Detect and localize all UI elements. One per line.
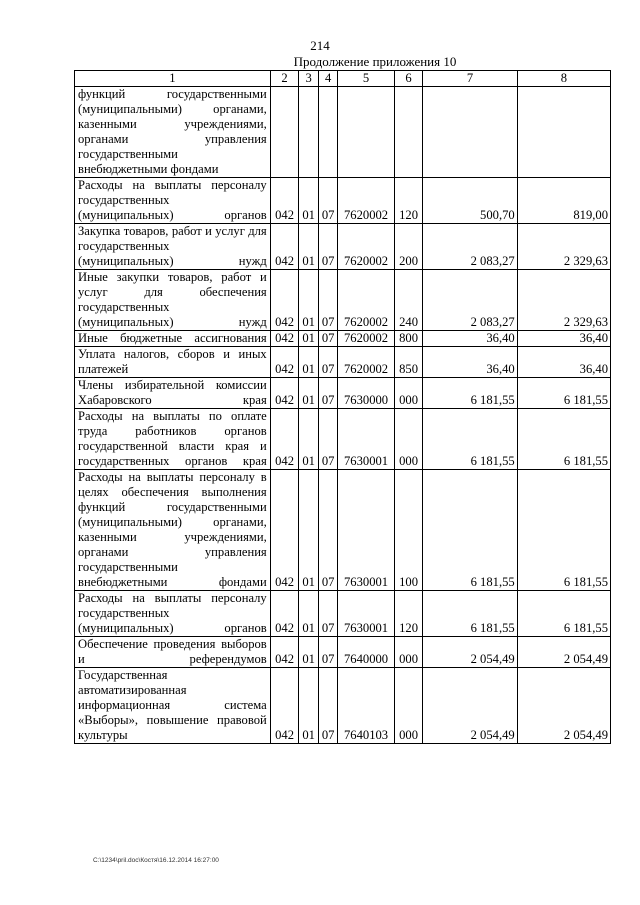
page-number: 214 [310,38,330,53]
section-cell: 01 [299,637,318,668]
expense-type-cell: 000 [394,637,423,668]
section-cell: 01 [299,409,318,470]
target-article-cell: 7620002 [338,224,394,270]
amount-year1-cell: 6 181,55 [423,409,517,470]
target-article-cell [338,87,394,178]
amount-year2-cell: 6 181,55 [517,591,610,637]
expense-type-cell: 200 [394,224,423,270]
section-cell [299,87,318,178]
amount-year2-cell: 6 181,55 [517,470,610,591]
amount-year2-cell: 2 329,63 [517,270,610,331]
table-header-row [75,71,611,87]
subsection-cell: 07 [318,331,337,347]
subsection-cell: 07 [318,378,337,409]
admin-code-cell: 042 [270,591,299,637]
header-cell: 6 [394,71,423,87]
amount-year2-cell [517,87,610,178]
table-row [75,409,611,470]
amount-year2-cell: 6 181,55 [517,409,610,470]
section-cell: 01 [299,347,318,378]
amount-year2-cell: 2 329,63 [517,224,610,270]
section-cell: 01 [299,591,318,637]
admin-code-cell: 042 [270,637,299,668]
target-article-cell: 7640000 [338,637,394,668]
description-cell: Иные закупки товаров, работ и услуг для обеспечения государственных (муниципальных) нужд [75,270,271,331]
admin-code-cell [270,87,299,178]
amount-year1-cell: 2 083,27 [423,270,517,331]
subsection-cell [318,87,337,178]
amount-year1-cell: 6 181,55 [423,470,517,591]
subsection-cell: 07 [318,347,337,378]
description-cell: Члены избирательной комиссии Хабаровского края [75,378,271,409]
header-cell: 5 [338,71,394,87]
amount-year1-cell: 500,70 [423,178,517,224]
footer-file-path: C:\1234\pril.doc\Костя\16.12.2014 16:27:00 [93,857,219,864]
header-cell: 8 [517,71,610,87]
expense-type-cell: 850 [394,347,423,378]
budget-table [74,70,611,744]
target-article-cell: 7630001 [338,470,394,591]
expense-type-cell [394,87,423,178]
amount-year1-cell: 6 181,55 [423,378,517,409]
table-row [75,331,611,347]
admin-code-cell: 042 [270,409,299,470]
description-cell: Расходы на выплаты персоналу государственных (муниципальных) органов [75,178,271,224]
subsection-cell: 07 [318,668,337,744]
description-cell: Расходы на выплаты персоналу государственных (муниципальных) органов [75,591,271,637]
amount-year1-cell: 36,40 [423,347,517,378]
amount-year1-cell: 6 181,55 [423,591,517,637]
subsection-cell: 07 [318,409,337,470]
admin-code-cell: 042 [270,347,299,378]
expense-type-cell: 240 [394,270,423,331]
amount-year1-cell [423,87,517,178]
description-cell: Иные бюджетные ассигнования [75,331,271,347]
target-article-cell: 7640103 [338,668,394,744]
amount-year2-cell: 2 054,49 [517,668,610,744]
target-article-cell: 7630000 [338,378,394,409]
amount-year2-cell: 819,00 [517,178,610,224]
amount-year2-cell: 6 181,55 [517,378,610,409]
description-cell: Обеспечение проведения выборов и референдумов [75,637,271,668]
target-article-cell: 7620002 [338,178,394,224]
table-row [75,668,611,744]
section-cell: 01 [299,270,318,331]
table-row [75,347,611,378]
expense-type-cell: 800 [394,331,423,347]
expense-type-cell: 000 [394,378,423,409]
header-cell: 2 [270,71,299,87]
table-row [75,637,611,668]
section-cell: 01 [299,224,318,270]
table-row [75,178,611,224]
expense-type-cell: 120 [394,178,423,224]
admin-code-cell: 042 [270,331,299,347]
section-cell: 01 [299,178,318,224]
header-cell: 1 [75,71,271,87]
table-row [75,591,611,637]
amount-year1-cell: 2 054,49 [423,668,517,744]
section-cell: 01 [299,470,318,591]
subsection-cell: 07 [318,270,337,331]
amount-year1-cell: 36,40 [423,331,517,347]
section-cell: 01 [299,331,318,347]
header-cell: 3 [299,71,318,87]
target-article-cell: 7630001 [338,409,394,470]
admin-code-cell: 042 [270,378,299,409]
description-cell: Расходы на выплаты персоналу в целях обеспечения выполнения функций государственными (муниципальными) органами, казенными учреждениями, органами управления государственными внебюджетными фондами [75,470,271,591]
admin-code-cell: 042 [270,224,299,270]
expense-type-cell: 100 [394,470,423,591]
expense-type-cell: 000 [394,668,423,744]
subsection-cell: 07 [318,224,337,270]
amount-year2-cell: 36,40 [517,347,610,378]
subsection-cell: 07 [318,470,337,591]
amount-year1-cell: 2 054,49 [423,637,517,668]
subsection-cell: 07 [318,591,337,637]
table-row [75,470,611,591]
description-cell: Расходы на выплаты по оплате труда работников органов государственной власти края и государственных органов края [75,409,271,470]
description-cell: функций государственными (муниципальными) органами, казенными учреждениями, органами управления государственными внебюджетными фондами [75,87,271,178]
admin-code-cell: 042 [270,270,299,331]
expense-type-cell: 000 [394,409,423,470]
target-article-cell: 7620002 [338,347,394,378]
target-article-cell: 7630001 [338,591,394,637]
continuation-title: Продолжение приложения 10 [293,54,457,69]
admin-code-cell: 042 [270,668,299,744]
admin-code-cell: 042 [270,470,299,591]
table-row [75,378,611,409]
description-cell: Государственная автоматизированная информационная система «Выборы», повышение правовой культуры [75,668,271,744]
amount-year2-cell: 2 054,49 [517,637,610,668]
table-row [75,224,611,270]
subsection-cell: 07 [318,637,337,668]
header-cell: 4 [318,71,337,87]
section-cell: 01 [299,378,318,409]
subsection-cell: 07 [318,178,337,224]
section-cell: 01 [299,668,318,744]
header-cell: 7 [423,71,517,87]
table-row [75,270,611,331]
table-row [75,87,611,178]
expense-type-cell: 120 [394,591,423,637]
target-article-cell: 7620002 [338,270,394,331]
admin-code-cell: 042 [270,178,299,224]
amount-year2-cell: 36,40 [517,331,610,347]
description-cell: Уплата налогов, сборов и иных платежей [75,347,271,378]
amount-year1-cell: 2 083,27 [423,224,517,270]
description-cell: Закупка товаров, работ и услуг для государственных (муниципальных) нужд [75,224,271,270]
target-article-cell: 7620002 [338,331,394,347]
